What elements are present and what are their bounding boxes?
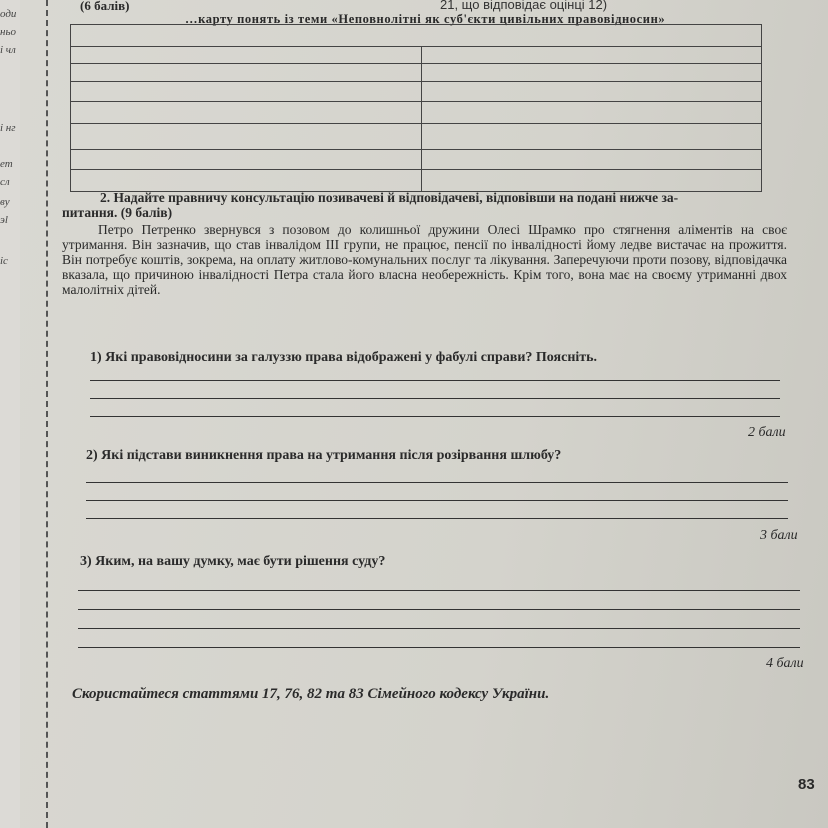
margin-fragment: і нг: [0, 122, 16, 134]
question-2: 2) Які підстави виникнення права на утримання після розірвання шлюбу?: [86, 448, 562, 463]
margin-fragment: ет: [0, 158, 13, 170]
question-1: 1) Які правовідносини за галуззю права відображені у фабулі справи? Поясніть.: [90, 350, 598, 365]
task1-points: (6 балів): [80, 0, 130, 13]
margin-fragment: іс: [0, 255, 8, 267]
cut-line: [46, 0, 48, 828]
task1-title: …карту понять із теми «Неповнолітні як суб'єкти цивільних правовідносин»: [185, 12, 666, 26]
margin-fragment: оди: [0, 8, 17, 20]
concept-map-table: [70, 24, 762, 192]
margin-fragment: эl: [0, 214, 8, 226]
task2-title-cont: питання. (9 балів): [62, 205, 173, 220]
header-fragment: 21, що відповідає оцінці 12): [440, 0, 608, 12]
page-number: 83: [798, 776, 815, 793]
reference-note: Скористайтеся статтями 17, 76, 82 та 83 Сімейного кодексу України.: [72, 686, 550, 702]
question-3-score: 4 бали: [766, 656, 804, 671]
margin-fragment: ву: [0, 196, 10, 208]
adjacent-page-strip: [0, 0, 20, 828]
margin-fragment: сл: [0, 176, 10, 188]
question-3: 3) Яким, на вашу думку, має бути рішення суду?: [80, 554, 386, 569]
task2-title: 2. Надайте правничу консультацію позивачеві й відповідачеві, відповівши на подані нижче за-: [100, 190, 679, 205]
question-1-score: 2 бали: [748, 425, 786, 440]
margin-fragment: і чл: [0, 44, 16, 56]
margin-fragment: ньо: [0, 26, 16, 38]
case-paragraph: Петро Петренко звернувся з позовом до колишньої дружини Олесі Шрамко про стягнення аліментів на своє утримання. Він зазначив, що став інвалідом ІІІ групи, не працює, пенсії по інвалідності йому ледве вистачає на прожиття. Він потребує коштів, зокрема, на оплату житлово-комунальних послуг та лікування. Заперечуючи проти позову, відповідачка вказала, що причиною інвалідності Петра стала його власна необережність. Крім того, вона має на своєму утриманні двох малолітніх дітей.: [62, 222, 787, 297]
question-2-score: 3 бали: [760, 528, 798, 543]
